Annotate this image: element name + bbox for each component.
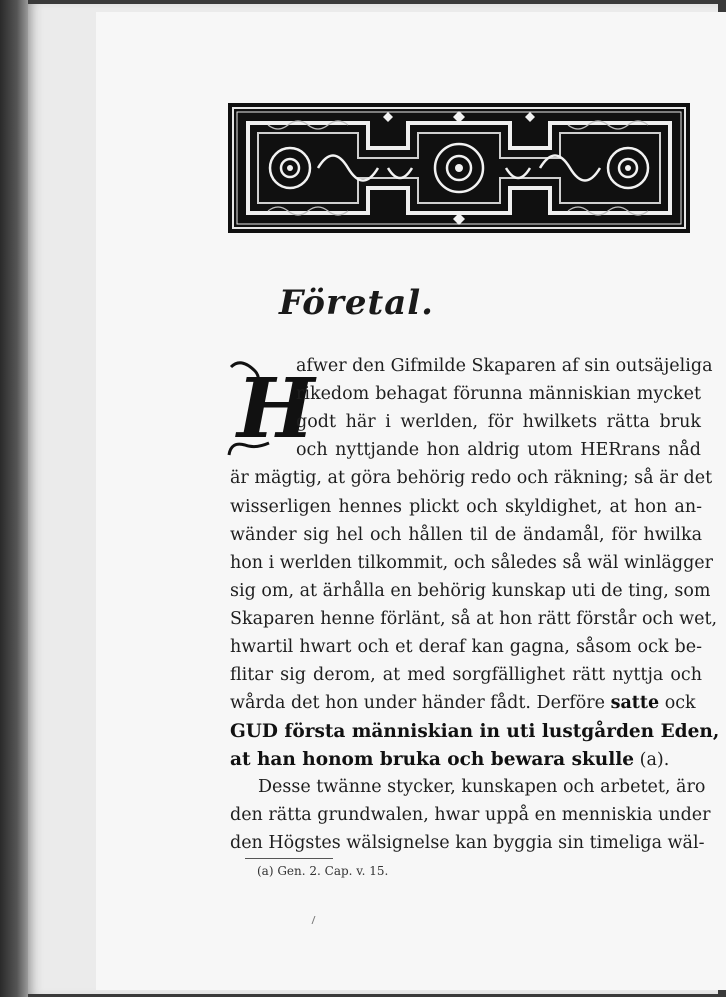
text-line-8: hon i werlden tilkommit, och således så wäl winlägger — [230, 553, 713, 573]
footnote-ref-marker: (a). — [639, 750, 670, 770]
chapter-title: Företal. — [279, 283, 434, 323]
text-line-17: den rätta grundwalen, hwar uppå en menniskia under — [230, 805, 711, 825]
text-line-5: är mägtig, at göra behörig redo och räkning; så är det — [230, 468, 713, 488]
ornament-headpiece-icon — [228, 103, 690, 233]
text-line-3: godt här i werlden, för hwilkets rätta bruk — [296, 412, 701, 432]
text-line-13 — [230, 693, 696, 713]
dropcap-letter — [225, 355, 315, 463]
text-line-2: rikedom behagat förunna människian mycket — [296, 384, 701, 404]
text-line-1: afwer den Gifmilde Skaparen af sin outsäjeliga — [296, 356, 713, 376]
binding-shadow — [0, 0, 28, 997]
text-line-6: wisserligen hennes plickt och skyldighet, at hon an- — [230, 497, 702, 517]
text-line-10: Skaparen henne förlänt, så at hon rätt förstår och wet, — [230, 609, 718, 629]
footnote-rule — [245, 858, 333, 859]
svg-text:H: H — [237, 361, 315, 457]
text-line-13-end: ock — [664, 693, 696, 713]
text-line-18: den Högstes wälsignelse kan byggia sin timeliga wäl- — [230, 833, 705, 853]
text-line-16: Desse twänne stycker, kunskapen och arbetet, äro — [258, 777, 706, 797]
text-line-14: GUD första människian in uti lustgården Eden, — [230, 721, 720, 742]
text-line-12: flitar sig derom, at med sorgfällighet rätt nyttja och — [230, 665, 702, 685]
text-line-11: hwartil hwart och et deraf kan gagna, såsom ock be- — [230, 637, 702, 657]
text-line-13-start: wårda det hon under händer fådt. Derföre — [230, 693, 606, 713]
text-line-15 — [230, 749, 669, 770]
text-line-4: och nyttjande hon aldrig utom HERrans nåd — [296, 440, 701, 460]
text-line-9: sig om, at ärhålla en behörig kunskap uti de ting, som — [230, 581, 711, 601]
footnote: (a) Gen. 2. Cap. v. 15. — [257, 864, 389, 878]
text-line-15-bold: at han honom bruka och bewara skulle — [230, 749, 635, 770]
bold-word-satte: satte — [610, 693, 660, 713]
text-line-7: wänder sig hel och hållen til de ändamål, för hwilka — [230, 525, 702, 545]
